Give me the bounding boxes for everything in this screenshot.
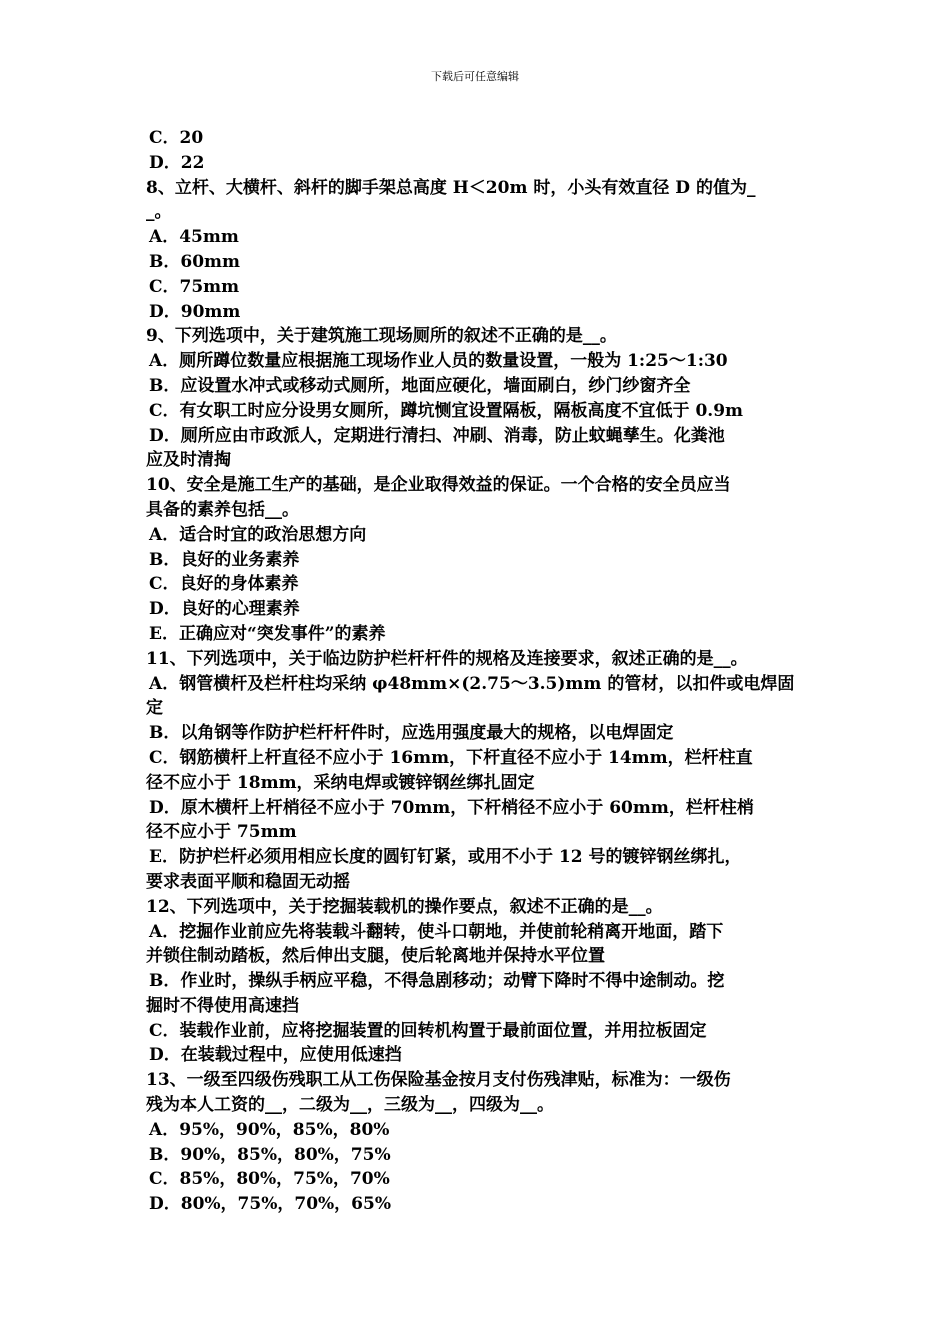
question-text-line: 13、一级至四级伤残职工从工伤保险基金按月支付伤残津贴，标准为：一级伤 <box>146 1070 731 1091</box>
answer-option-line: C．钢筋横杆上杆直径不应小于 16mm，下杆直径不应小于 14mm，栏杆柱直 <box>149 747 753 768</box>
answer-option-line: D．原木横杆上杆梢径不应小于 70mm，下杆梢径不应小于 60mm，栏杆柱梢 <box>149 797 754 818</box>
answer-option-line: B．以角钢等作防护栏杆杆件时，应选用强度最大的规格，以电焊固定 <box>149 723 674 744</box>
answer-option-line: B．90%，85%，80%，75% <box>149 1144 391 1165</box>
answer-option-line: B．作业时，操纵手柄应平稳，不得急剧移动；动臂下降时不得中途制动。挖 <box>149 971 725 992</box>
answer-option-line: D．良好的心理素养 <box>149 599 300 620</box>
question-text-line: 10、安全是施工生产的基础，是企业取得效益的保证。一个合格的安全员应当 <box>146 475 731 496</box>
answer-option-line: C．75mm <box>149 276 240 297</box>
answer-option-line: A．挖掘作业前应先将装载斗翻转，使斗口朝地，并使前轮稍离开地面，踏下 <box>149 921 724 942</box>
answer-option-line: A．适合时宜的政治思想方向 <box>149 524 367 545</box>
question-text-line: 径不应小于 75mm <box>146 822 297 843</box>
question-text-line: 9、下列选项中，关于建筑施工现场厕所的叙述不正确的是__。 <box>146 326 617 347</box>
question-text-line: 掘时不得使用高速挡 <box>146 995 299 1016</box>
answer-option-line: C．有女职工时应分设男女厕所，蹲坑恻宜设置隔板，隔板高度不宜低于 0.9m <box>149 400 744 421</box>
question-text-line: 8、立杆、大横杆、斜杆的脚手架总高度 H＜20m 时，小头有效直径 D 的值为_ <box>146 177 756 198</box>
document-body <box>146 126 810 1217</box>
answer-option-line: C．85%，80%，75%，70% <box>149 1169 390 1190</box>
answer-option-line: C．良好的身体素养 <box>149 574 299 595</box>
question-text-line: 定 <box>146 698 163 719</box>
answer-option-line: D．90mm <box>149 301 241 322</box>
question-text-line: 具备的素养包括__。 <box>146 499 299 520</box>
question-text-line: 并锁住制动踏板，然后伸出支腿，使后轮离地并保持水平位置 <box>146 946 605 967</box>
answer-option-line: A．钢管横杆及栏杆柱均采纳 φ48mm×(2.75～3.5)mm 的管材，以扣件或电焊固 <box>149 673 795 694</box>
answer-option-line: A．95%，90%，85%，80% <box>149 1119 390 1140</box>
question-text-line: 11、下列选项中，关于临边防护栏杆杆件的规格及连接要求，叙述正确的是__。 <box>146 648 748 669</box>
question-text-line: 残为本人工资的__，二级为__，三级为__，四级为__。 <box>146 1095 554 1116</box>
answer-option-line: A．45mm <box>149 227 239 248</box>
answer-option-line: B．60mm <box>149 251 241 272</box>
answer-option-line: E．正确应对“突发事件”的素养 <box>149 623 386 644</box>
answer-option-line: D．在装载过程中，应使用低速挡 <box>149 1045 402 1066</box>
question-text-line: 径不应小于 18mm，采纳电焊或镀锌钢丝绑扎固定 <box>146 772 535 793</box>
question-text-line: 应及时清掏 <box>146 450 231 471</box>
answer-option-line: C．装载作业前，应将挖掘装置的回转机构置于最前面位置，并用拉板固定 <box>149 1020 707 1041</box>
question-text-line: _。 <box>146 202 172 223</box>
answer-option-line: D．厕所应由市政派人，定期进行清扫、冲刷、消毒，防止蚊蝇孳生。化粪池 <box>149 425 725 446</box>
answer-option-line: B．应设置水冲式或移动式厕所，地面应硬化，墙面刷白，纱门纱窗齐全 <box>149 375 691 396</box>
answer-option-line: A．厕所蹲位数量应根据施工现场作业人员的数量设置，一般为 1:25～1:30 <box>149 351 728 372</box>
answer-option-line: C．20 <box>149 128 204 148</box>
answer-option-line: D．80%，75%，70%，65% <box>149 1194 391 1215</box>
page-header: 下载后可任意编辑 <box>431 70 519 83</box>
answer-option-line: D．22 <box>149 152 205 173</box>
question-text-line: 要求表面平顺和稳固无动摇 <box>146 871 350 892</box>
answer-option-line: B．良好的业务素养 <box>149 549 300 570</box>
question-text-line: 12、下列选项中，关于挖掘装载机的操作要点，叙述不正确的是__。 <box>146 896 663 917</box>
answer-option-line: E．防护栏杆必须用相应长度的圆钉钉紧，或用不小于 12 号的镀锌钢丝绑扎， <box>149 847 742 868</box>
